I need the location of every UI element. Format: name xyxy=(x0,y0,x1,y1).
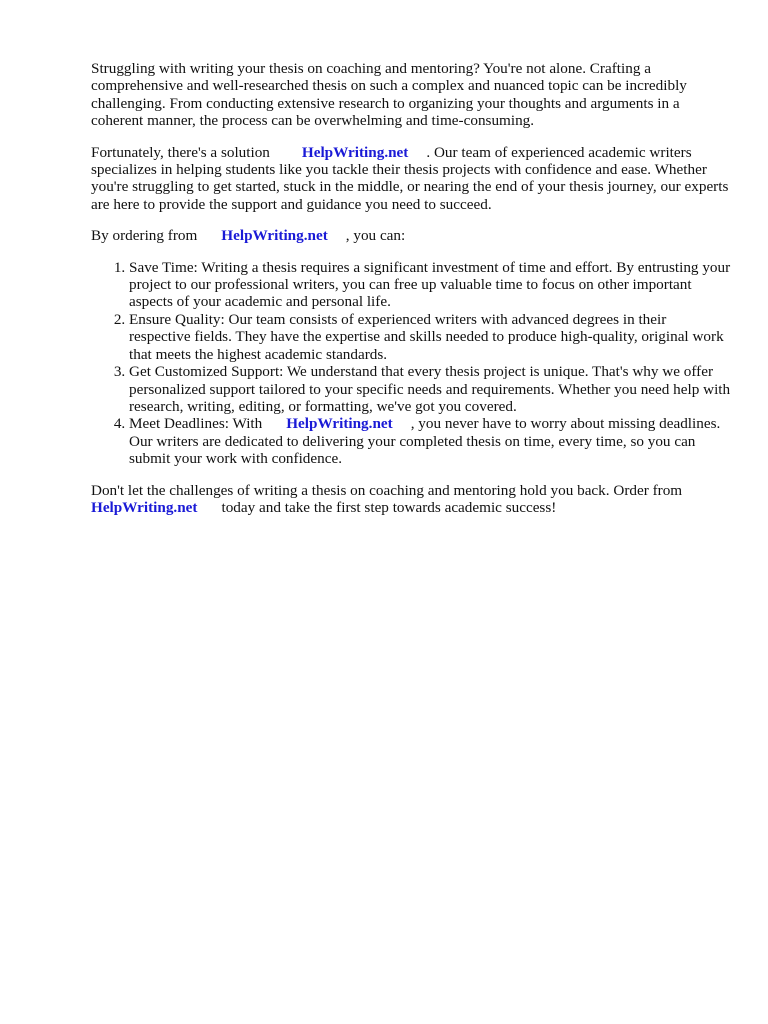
list-item xyxy=(129,415,731,467)
solution-text-before: Fortunately, there's a solution xyxy=(91,143,270,161)
closing-text-after: today and take the first step towards academic success! xyxy=(221,498,557,516)
document-page xyxy=(91,60,731,516)
ordering-paragraph xyxy=(91,227,731,244)
benefits-list xyxy=(91,259,731,468)
benefit-text-after: , you never have to worry about missing deadlines. Our writers are dedicated to delivering your completed thesis on time, every time, so you can submit your work with confidence. xyxy=(129,415,721,468)
solution-paragraph xyxy=(91,144,731,214)
helpwriting-link[interactable]: HelpWriting.net xyxy=(91,498,198,516)
list-item: 1. Save Time: Writing a thesis requires a significant investment of time and effort. By entrusting your project to our professional writers, you can free up valuable time to focus on other important aspects of your academic and personal life. xyxy=(129,259,731,311)
solution-text-after: . Our team of experienced academic writers specializes in helping students like you tackle their thesis projects with confidence and ease. Whether you're struggling to get started, stuck in the middle, or nearing the end of your thesis journey, our experts are here to provide the support and guidance you need to succeed. xyxy=(91,143,729,213)
closing-paragraph xyxy=(91,482,731,517)
ordering-text-before: By ordering from xyxy=(91,227,198,245)
list-item: 3. Get Customized Support: We understand that every thesis project is unique. That's why we offer personalized support tailored to your specific needs and requirements. Whether you need help with research, writing, editing, or formatting, we've got you covered. xyxy=(129,363,731,415)
helpwriting-link[interactable]: HelpWriting.net xyxy=(301,143,409,161)
benefit-text-before: Meet Deadlines: With xyxy=(129,415,263,433)
ordering-text-after: , you can: xyxy=(345,227,406,245)
helpwriting-link[interactable]: HelpWriting.net xyxy=(221,227,328,245)
helpwriting-link[interactable]: HelpWriting.net xyxy=(286,415,393,433)
intro-paragraph: Struggling with writing your thesis on coaching and mentoring? You're not alone. Crafting a comprehensive and well-researched thesis on such a complex and nuanced topic can be incredibly challenging. From conducting extensive research to organizing your thoughts and arguments in a coherent manner, the process can be overwhelming and time-consuming. xyxy=(91,60,687,130)
list-item: 2. Ensure Quality: Our team consists of experienced writers with advanced degrees in their respective fields. They have the expertise and skills needed to produce high-quality, original work that meets the highest academic standards. xyxy=(129,311,731,363)
closing-text-before: Don't let the challenges of writing a thesis on coaching and mentoring hold you back. Order from xyxy=(91,481,683,499)
